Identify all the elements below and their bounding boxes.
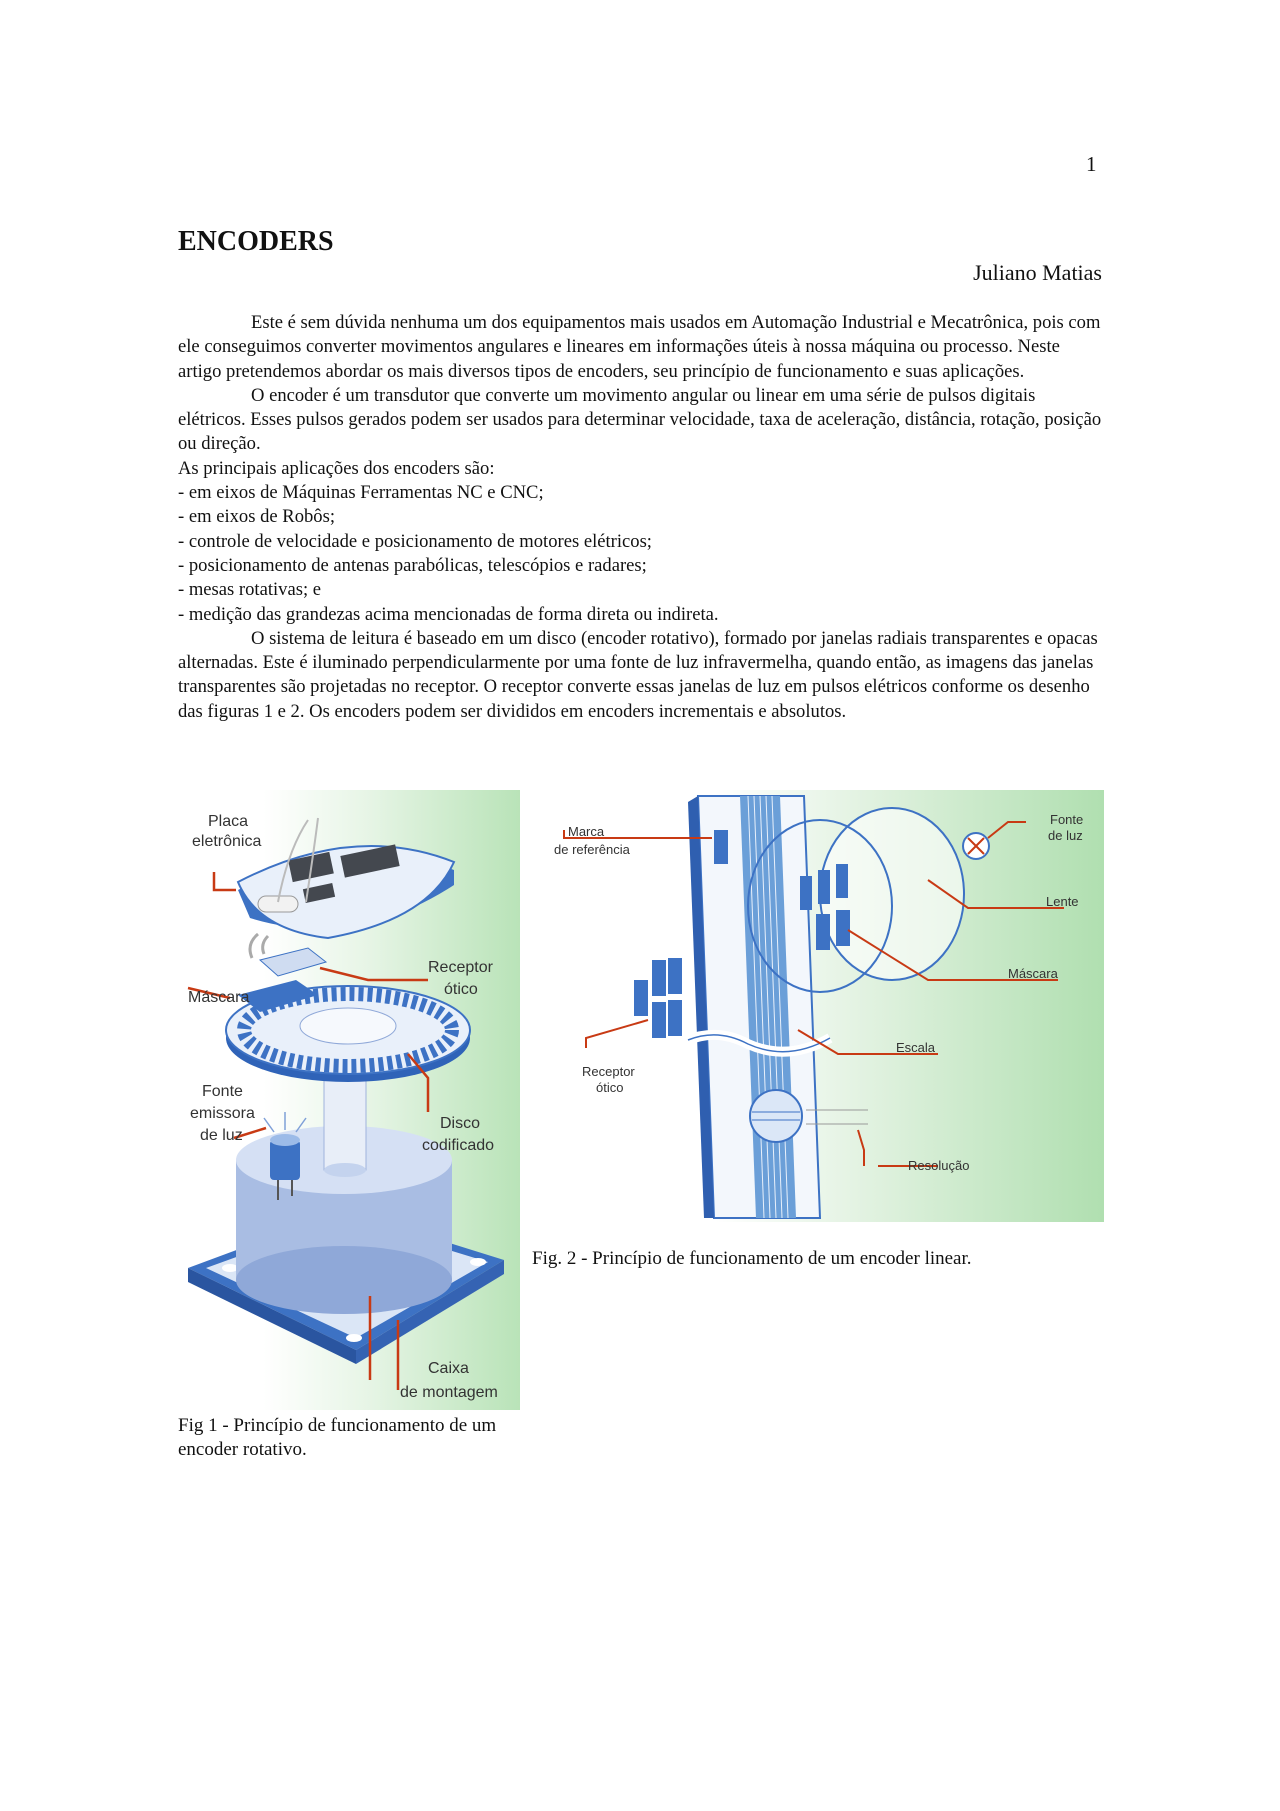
list-item: - em eixos de Máquinas Ferramentas NC e CNC; [178, 481, 1102, 505]
author-name: Juliano Matias [973, 260, 1102, 285]
paragraph-definition: O encoder é um transdutor que converte um movimento angular ou linear em uma série de pulsos digitais elétricos. Esses pulsos gerados podem ser usados para determinar velocidade, taxa de aceleração, distância, rotação, posição ou direção. [178, 384, 1102, 455]
label-placa-line1: Placa [208, 813, 249, 830]
page-number: 1 [1086, 152, 1097, 176]
label-disco-line2: codificado [422, 1137, 495, 1154]
article-body [178, 311, 1102, 724]
label-resolucao: Resolução [908, 1158, 970, 1173]
list-item: - controle de velocidade e posicionamento de motores elétricos; [178, 530, 1102, 554]
label-marca-line1: Marca [568, 824, 605, 839]
label-mascara: Máscara [1008, 966, 1058, 981]
list-item: - posicionamento de antenas parabólicas, telescópios e radares; [178, 554, 1102, 578]
applications-intro: As principais aplicações dos encoders são: [178, 457, 495, 479]
label-receptor-line1: Receptor [582, 1064, 635, 1079]
label-fonte-line1: Fonte [202, 1083, 243, 1100]
label-fonte-line3: de luz [200, 1127, 243, 1144]
label-receptor-line2: ótico [444, 981, 478, 998]
label-marca-line2: de referência [554, 842, 630, 857]
label-fonte-line2: emissora [190, 1105, 255, 1122]
paragraph-reading-system: O sistema de leitura é baseado em um disco (encoder rotativo), formado por janelas radiais transparentes e opacas alternadas. Este é iluminado perpendicularmente por uma fonte de luz infravermelha, quando então, as imagens das janelas transparentes são projetadas no receptor. O receptor converte essas janelas de luz em pulsos elétricos conforme os desenho das figuras 1 e 2. Os encoders podem ser divididos em encoders incrementais e absolutos. [178, 627, 1098, 722]
figure-linear-encoder [548, 790, 1104, 1222]
optical-receiver [634, 958, 682, 1038]
label-escala: Escala [896, 1040, 936, 1055]
list-item: - mesas rotativas; e [178, 578, 1102, 602]
label-disco-line1: Disco [440, 1115, 481, 1132]
applications-list [178, 481, 1102, 627]
label-mascara: Máscara [188, 989, 250, 1006]
label-placa-line2: eletrônica [192, 833, 262, 850]
electronic-board [238, 818, 454, 938]
figure-2-caption: Fig. 2 - Princípio de funcionamento de um encoder linear. [532, 1248, 972, 1269]
label-caixa-line2: de montagem [400, 1384, 498, 1401]
paragraph-intro: Este é sem dúvida nenhuma um dos equipamentos mais usados em Automação Industrial e Mecatrônica, pois com ele conseguimos converter movimentos angulares e lineares em informações úteis à nossa máquina ou processo. Neste artigo pretendemos abordar os mais diversos tipos de encoders, seu princípio de funcionamento e suas aplicações. [178, 312, 1101, 382]
label-caixa-line1: Caixa [428, 1360, 469, 1377]
label-receptor-line1: Receptor [428, 959, 493, 976]
list-item: - medição das grandezas acima mencionadas de forma direta ou indireta. [178, 603, 1102, 627]
figure-rotary-encoder [178, 790, 520, 1410]
rotary-encoder-diagram [178, 790, 520, 1410]
figure-1-caption: Fig 1 - Princípio de funcionamento de um encoder rotativo. [178, 1415, 497, 1460]
label-fonte-line1: Fonte [1050, 812, 1084, 827]
label-lente: Lente [1046, 894, 1079, 909]
label-receptor-line2: ótico [596, 1080, 624, 1095]
light-source [963, 833, 989, 859]
linear-encoder-diagram [548, 790, 1104, 1222]
document-title: ENCODERS [178, 226, 334, 257]
list-item: - em eixos de Robôs; [178, 505, 1102, 529]
label-fonte-line2: de luz [1048, 828, 1083, 843]
